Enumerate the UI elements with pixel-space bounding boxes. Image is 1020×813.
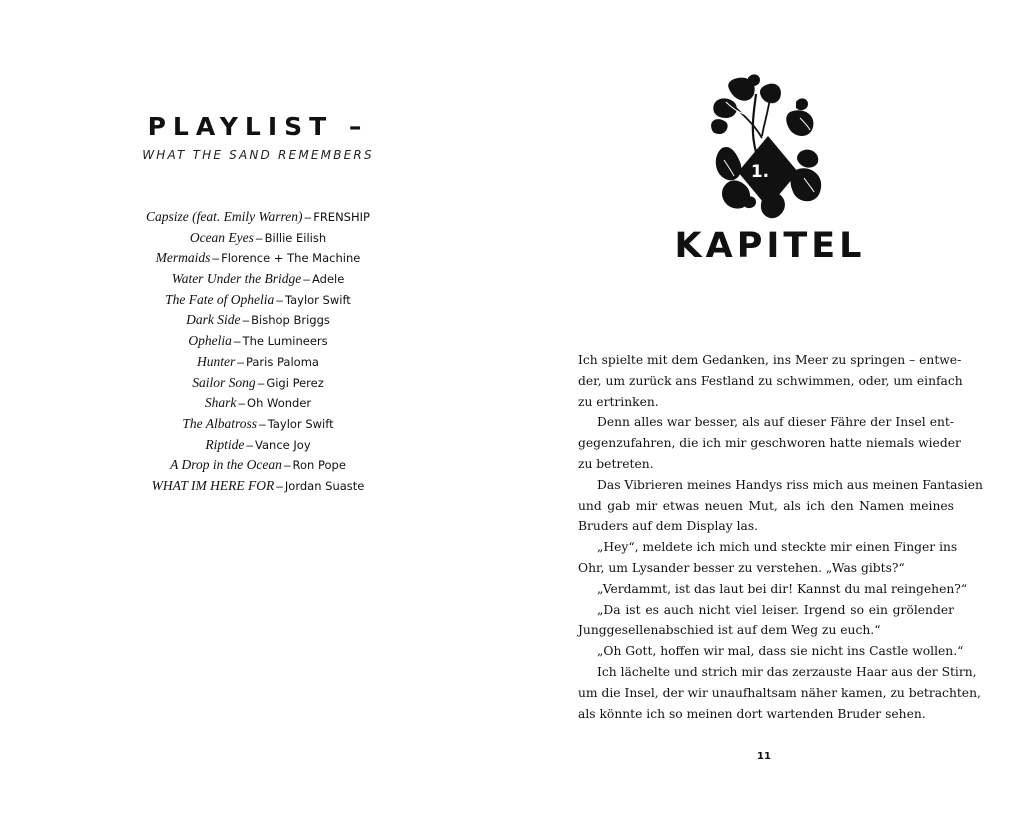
track-item [100,248,416,269]
track-separator: – [276,478,283,493]
track-separator: – [257,375,265,390]
track-artist: Oh Wonder [247,396,312,411]
track-item [100,393,416,414]
track-item [100,455,416,476]
track-separator: – [212,251,220,266]
track-artist: Taylor Swift [267,416,334,431]
track-title: Mermaids [155,250,211,266]
track-title: WHAT IM HERE FOR [151,477,275,493]
track-item [100,290,416,311]
track-item [100,352,416,373]
track-separator: – [255,230,263,245]
text-line: Ohr, um Lysander besser zu verstehen. „Was gibts?“ [578,560,905,575]
track-separator: – [242,313,250,328]
text-line: gegenzufahren, die ich mir geschworen hatte niemals wieder [578,436,961,451]
track-title: The Albatross [182,415,258,431]
text-line: „Oh Gott, hoffen wir mal, dass sie nicht ins Castle wollen.“ [597,644,964,659]
text-line: „Da ist es auch nicht viel leiser. Irgend so ein grölender [597,602,954,617]
text-line: der, um zurück ans Festland zu schwimmen, oder, um einfach [578,373,963,388]
track-title: Ocean Eyes [189,229,254,245]
track-item [100,269,416,290]
track-artist: Adele [311,272,345,287]
track-separator: – [304,210,312,224]
bougainvillea-flower-icon [704,72,832,222]
track-item [100,476,416,497]
track-item [100,310,416,331]
track-item [100,207,416,228]
track-title: Capsize (feat. Emily Warren) [146,209,303,224]
text-line: und gab mir etwas neuen Mut, als ich den Namen meines [578,498,954,513]
text-line: als könnte ich so meinen dort wartenden Bruder sehen. [578,706,926,721]
chapter-heading: KAPITEL [674,226,866,266]
text-line: Junggesellenabschied ist auf dem Weg zu euch.“ [578,623,881,638]
text-line: Denn alles war besser, als auf dieser Fähre der Insel ent- [597,415,954,430]
track-separator: – [303,272,310,287]
text-line: Bruders auf dem Display las. [578,519,759,534]
track-artist: Jordan Suaste [284,478,365,493]
track-title: Shark [204,395,237,411]
track-item [100,435,416,456]
track-artist: The Lumineers [242,334,328,349]
text-line: „Verdammt, ist das laut bei dir! Kannst du mal reingehen?“ [597,581,968,596]
track-artist: Gigi Perez [266,375,324,390]
track-separator: – [237,354,244,369]
track-artist: FRENSHIP [313,210,370,224]
track-separator: – [276,292,283,307]
chapter-body-text [578,350,983,724]
right-page [510,0,1020,813]
track-separator: – [246,437,254,452]
chapter-number: 1. [750,162,770,182]
playlist-subtitle: WHAT THE SAND REMEMBERS [142,148,374,162]
track-artist: Billie Eilish [264,230,327,245]
playlist-title: PLAYLIST – [147,112,369,141]
track-artist: Taylor Swift [284,292,351,307]
track-separator: – [283,458,291,473]
text-line: Ich spielte mit dem Gedanken, ins Meer zu springen – entwe- [578,353,962,367]
text-line: um die Insel, der wir unaufhaltsam näher kamen, zu betrachten, [578,685,981,700]
track-title: A Drop in the Ocean [170,457,282,473]
track-artist: Bishop Briggs [251,313,330,328]
track-separator: – [238,396,246,411]
text-line: zu betreten. [578,456,654,471]
track-title: Hunter [197,353,236,369]
track-title: The Fate of Ophelia [165,291,275,307]
track-separator: – [259,416,266,431]
track-item [100,228,416,249]
text-line: Ich lächelte und strich mir das zerzauste Haar aus der Stirn, [597,664,977,679]
text-line: zu ertrinken. [578,394,659,409]
track-title: Ophelia [188,333,232,349]
text-line: Das Vibrieren meines Handys riss mich aus meinen Fantasien [597,477,983,492]
text-line: „Hey“, meldete ich mich und steckte mir einen Finger ins [597,540,958,555]
track-title: Dark Side [186,312,241,328]
track-item [100,373,416,394]
track-item [100,414,416,435]
track-artist: Vance Joy [255,437,311,452]
track-item [100,331,416,352]
page-number: 11 [757,751,771,762]
track-title: Water Under the Bridge [171,271,302,287]
track-artist: Paris Paloma [245,354,319,369]
track-title: Sailor Song [192,374,256,390]
track-artist: Florence + The Machine [221,251,361,266]
playlist-tracks [100,207,416,497]
track-separator: – [233,334,241,349]
track-artist: Ron Pope [292,458,346,473]
track-title: Riptide [205,436,245,452]
